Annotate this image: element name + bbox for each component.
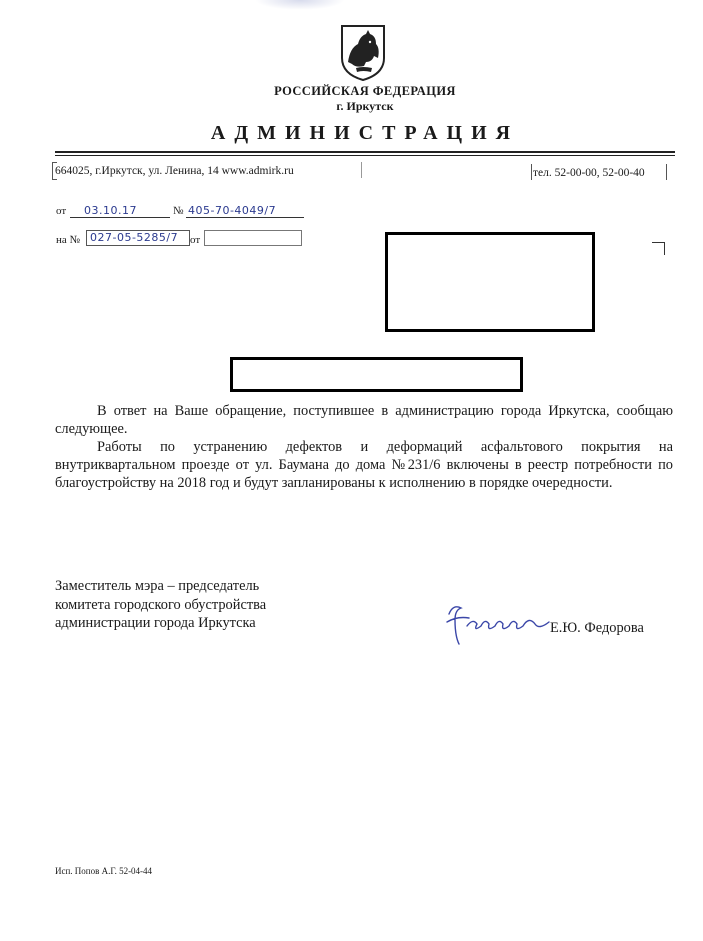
organization-title: АДМИНИСТРАЦИЯ [210, 122, 520, 144]
redacted-recipient-block [385, 232, 595, 332]
position-line: администрации города Иркутска [55, 615, 256, 631]
in-reply-label: на № [56, 234, 81, 246]
redacted-salutation [230, 357, 523, 392]
signer-name: Е.Ю. Федорова [550, 620, 644, 636]
address-bracket-right [357, 162, 362, 178]
in-reply-value: 027-05-5285/7 [90, 231, 179, 244]
recipient-corner-mark [652, 242, 665, 255]
in-reply-date-label: от [190, 234, 201, 246]
number-label: № [173, 205, 184, 217]
date-value: 03.10.17 [84, 204, 137, 217]
executor-info: Исп. Попов А.Г. 52-04-44 [55, 866, 153, 876]
signer-position [55, 577, 266, 633]
number-value: 405-70-4049/7 [188, 204, 277, 217]
letter-body [55, 402, 673, 492]
stamp-mark [255, 0, 345, 10]
in-reply-date-field [204, 230, 302, 246]
position-line: комитета городского обустройства [55, 596, 267, 613]
address: 664025, г.Иркутск, ул. Ленина, 14 www.admirk.ru [55, 165, 294, 177]
coat-of-arms-emblem [338, 22, 388, 82]
country-name: РОССИЙСКАЯ ФЕДЕРАЦИЯ [274, 84, 456, 98]
phones: тел. 52-00-00, 52-00-40 [533, 167, 645, 179]
header-rule-thin [55, 155, 675, 156]
body-paragraph: В ответ на Ваше обращение, поступившее в администрацию города Иркутска, сообщаю следующее. [55, 403, 673, 437]
handwritten-signature [443, 600, 555, 650]
city-name: г. Иркутск [336, 99, 394, 113]
body-paragraph: Работы по устранению дефектов и деформаций асфальтового покрытия на внутриквартальном проезде от ул. Баумана до дома №231/6 включены в реестр потребности по благоустройству на 2018 год и будут запланированы к исполнению в порядке очередности. [55, 439, 673, 491]
header-rule-thick [55, 151, 675, 153]
phones-bracket-right [662, 164, 667, 180]
date-label: от [56, 205, 67, 217]
position-line: Заместитель мэра – председатель [55, 578, 260, 594]
